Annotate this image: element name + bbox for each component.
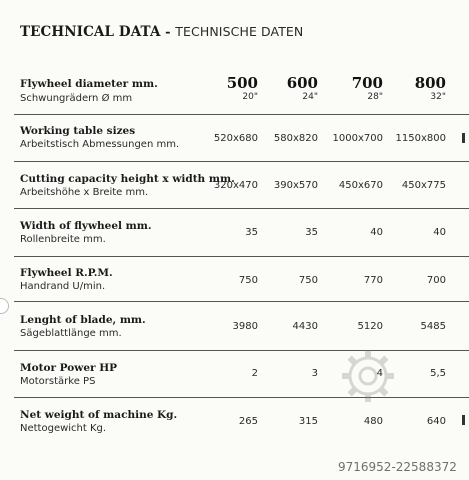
table-cell: 750 <box>298 275 318 286</box>
model-700-inch: 28" <box>367 92 383 102</box>
title-en: TECHNICAL DATA <box>20 24 161 40</box>
row-label-de: Rollenbreite mm. <box>20 234 106 245</box>
table-cell: 640 <box>426 416 446 427</box>
header-label-en: Flywheel diameter mm. <box>20 78 158 90</box>
row-label-en: Lenght of blade, mm. <box>20 314 146 326</box>
table-cell: 450x670 <box>338 180 383 191</box>
model-600-inch: 24" <box>302 92 318 102</box>
table-cell: 320x470 <box>213 180 258 191</box>
table-cell: 265 <box>238 416 258 427</box>
table-cell: 3980 <box>232 321 258 332</box>
page-title <box>20 24 303 40</box>
table-cell: 3 <box>311 368 318 379</box>
divider <box>14 397 469 398</box>
table-cell: 5,5 <box>430 368 446 379</box>
table-cell: 1150x800 <box>395 133 446 144</box>
row-label-de: Arbeitshöhe x Breite mm. <box>20 187 149 198</box>
punch-hole <box>0 298 9 314</box>
row-label-en: Motor Power HP <box>20 362 118 374</box>
divider <box>14 350 469 351</box>
table-cell: 5485 <box>420 321 446 332</box>
table-cell: 520x680 <box>213 133 258 144</box>
table-cell: 40 <box>433 227 446 238</box>
divider <box>14 114 469 115</box>
table-cell: 770 <box>363 275 383 286</box>
row-label-en: Flywheel R.P.M. <box>20 267 113 279</box>
model-800-inch: 32" <box>430 92 446 102</box>
table-cell: 450x775 <box>401 180 446 191</box>
row-label-en: Cutting capacity height x width mm. <box>20 173 235 185</box>
divider <box>14 301 469 302</box>
title-de: TECHNISCHE DATEN <box>175 24 304 39</box>
row-label-de: Nettogewicht Kg. <box>20 423 107 434</box>
row-label-en: Net weight of machine Kg. <box>20 409 178 421</box>
machineseeker-gear-icon <box>338 346 398 406</box>
table-cell: 700 <box>426 275 446 286</box>
row-label-de: Arbeitstisch Abmessungen mm. <box>20 139 180 150</box>
table-cell: 35 <box>305 227 318 238</box>
watermark-text: 9716952-22588372 <box>338 460 457 474</box>
table-cell: 315 <box>298 416 318 427</box>
divider <box>14 256 469 257</box>
row-label-en: Width of flywheel mm. <box>20 220 152 232</box>
title-separator: - <box>160 25 176 40</box>
table-cell: 480 <box>363 416 383 427</box>
model-500-mm: 500 <box>226 74 258 92</box>
table-cell: 40 <box>370 227 383 238</box>
row-label-de: Sägeblattlänge mm. <box>20 328 122 339</box>
table-cell: 35 <box>245 227 258 238</box>
divider <box>14 161 469 162</box>
table-cell: 1000x700 <box>332 133 383 144</box>
model-700-mm: 700 <box>351 74 383 92</box>
model-500-inch: 20" <box>242 92 258 102</box>
divider <box>14 208 469 209</box>
row-label-de: Handrand U/min. <box>20 281 106 292</box>
model-800-mm: 800 <box>414 74 446 92</box>
table-cell: 750 <box>238 275 258 286</box>
table-cell: 5120 <box>357 321 383 332</box>
table-cell: 4430 <box>292 321 318 332</box>
cut-off-column-mark <box>462 133 465 143</box>
header-label-de: Schwungrädern Ø mm <box>20 93 133 104</box>
row-label-en: Working table sizes <box>20 125 136 137</box>
table-cell: 580x820 <box>273 133 318 144</box>
model-600-mm: 600 <box>286 74 318 92</box>
table-cell: 390x570 <box>273 180 318 191</box>
table-cell: 4 <box>376 368 383 379</box>
row-label-de: Motorstärke PS <box>20 376 96 387</box>
cut-off-column-mark <box>462 415 465 425</box>
table-cell: 2 <box>251 368 258 379</box>
